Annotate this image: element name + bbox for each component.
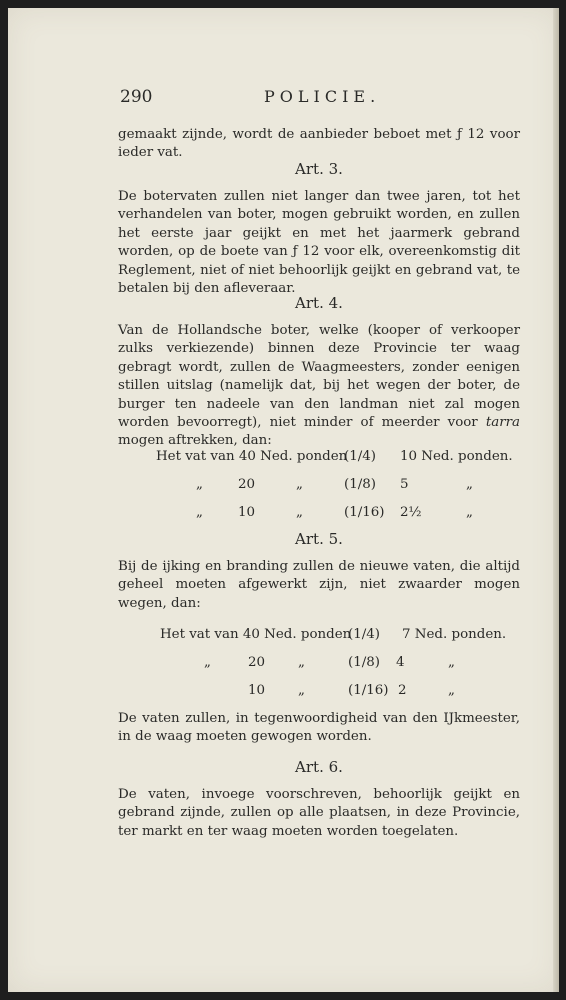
art4-weight-table (148, 448, 513, 532)
art4-paragraph (118, 322, 520, 451)
row-tarra: 5 (400, 477, 409, 492)
table-row (148, 504, 508, 532)
row-fraction: (1/4) (344, 449, 376, 464)
row-weight: 20 (248, 655, 266, 670)
running-title: POLICIE. (264, 87, 381, 106)
art6-text: De vaten, invoege voorschreven, behoorlijk geijkt en gebrand zijnde, zullen op alle plaatsen, in deze Provincie, ter markt en ter waag moeten worden toegelaten. (118, 787, 520, 839)
ditto-mark: „ (196, 505, 203, 520)
art3-tail-paragraph (118, 126, 520, 163)
row-fraction: (1/16) (348, 683, 389, 698)
art5-closing-paragraph (118, 710, 520, 747)
table-row (148, 626, 508, 654)
art5-heading: Art. 5. (295, 530, 343, 548)
ditto-mark: „ (296, 505, 303, 520)
art4-heading: Art. 4. (295, 294, 343, 312)
ditto-mark: „ (196, 477, 203, 492)
row-label: Het vat van 40 Ned. ponden (160, 627, 352, 642)
table-row (148, 682, 508, 710)
art5-paragraph (118, 558, 520, 613)
page-number: 290 (120, 87, 153, 107)
row-max-weight: 4 (396, 655, 405, 670)
row-tarra: 10 Ned. ponden. (400, 449, 513, 464)
art6-paragraph (118, 786, 520, 841)
row-weight: 10 (248, 683, 266, 698)
tarra-term: tarra (485, 415, 520, 431)
page-text (8, 8, 559, 992)
art4-text: Van de Hollandsche boter, welke (kooper of verkooper zulks verkiezende) binnen deze Provincie ter waag gebragt wordt, zullen de Waagmeesters, zonder eenigen stillen uitslag (namelijk dat, bij het wegen der boter, de burger ten nadeele van den landman niet zal mogen worden bevoorregt), niet minder of meerder voor (118, 323, 520, 431)
row-max-weight: 7 Ned. ponden. (402, 627, 507, 642)
table-row (148, 448, 513, 476)
table-row (148, 654, 508, 682)
row-weight: 20 (238, 477, 256, 492)
row-fraction: (1/8) (344, 477, 376, 492)
row-max-weight: 2 (398, 683, 407, 698)
row-fraction: (1/4) (348, 627, 380, 642)
row-tarra: 2½ (400, 505, 422, 520)
ditto-mark: „ (298, 655, 305, 670)
row-fraction: (1/16) (344, 505, 385, 520)
art4-text-end: mogen aftrekken, dan: (118, 433, 272, 449)
art3-paragraph (118, 188, 520, 298)
ditto-mark: „ (204, 655, 211, 670)
row-label: Het vat van 40 Ned. ponden (156, 449, 348, 464)
ditto-mark: „ (448, 683, 455, 698)
page-header (120, 88, 520, 112)
art3-heading: Art. 3. (295, 160, 343, 178)
row-fraction: (1/8) (348, 655, 380, 670)
art5-text: Bij de ijking en branding zullen de nieuwe vaten, die altijd geheel moeten afgewerkt zijn, niet zwaarder mogen wegen, dan: (118, 559, 520, 611)
art3-tail-text: gemaakt zijnde, wordt de aanbieder beboet met ƒ 12 voor ieder vat. (118, 127, 520, 161)
ditto-mark: „ (466, 477, 473, 492)
table-row (148, 476, 508, 504)
ditto-mark: „ (298, 683, 305, 698)
art3-text: De botervaten zullen niet langer dan twee jaren, tot het verhandelen van boter, mogen gebruikt worden, en zullen het eerste jaar geijkt en met het jaarmerk gebrand worden, op de boete van ƒ 12 voor elk, overeenkomstig dit Reglement, niet of niet behoorlijk geijkt en gebrand vat, te betalen bij den afleveraar. (118, 189, 520, 297)
ditto-mark: „ (296, 477, 303, 492)
ditto-mark: „ (466, 505, 473, 520)
art6-heading: Art. 6. (295, 758, 343, 776)
book-page (8, 8, 559, 992)
row-weight: 10 (238, 505, 256, 520)
ditto-mark: „ (448, 655, 455, 670)
art5-closing-text: De vaten zullen, in tegenwoordigheid van den IJkmeester, in de waag moeten gewogen worden. (118, 711, 520, 745)
art5-weight-table (148, 626, 508, 710)
